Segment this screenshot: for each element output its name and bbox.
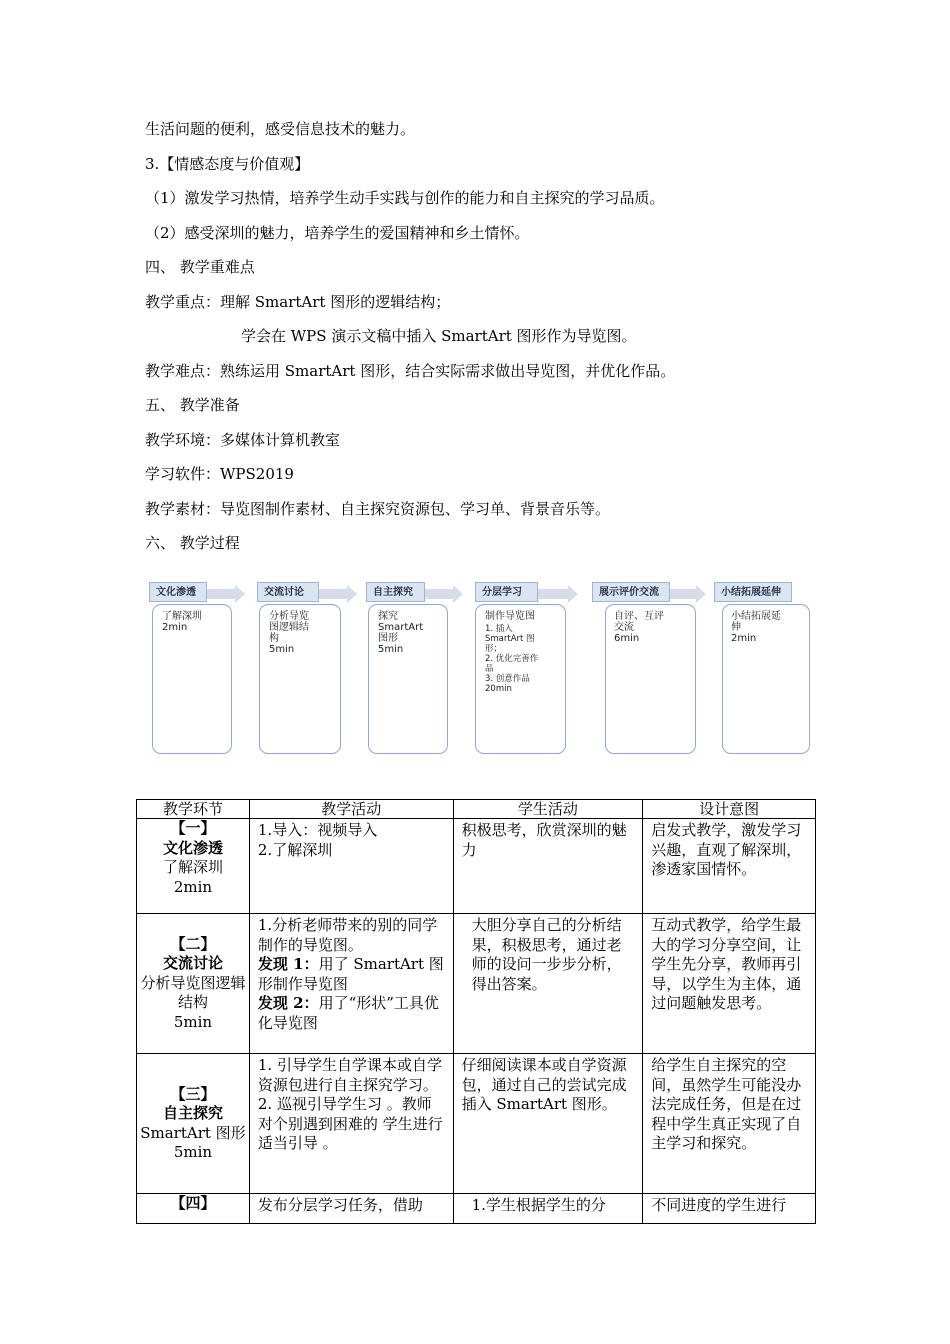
flow-arrow <box>319 589 347 599</box>
header-stage: 教学环节 <box>137 800 250 819</box>
stage-title: 文化渗透 <box>162 838 223 857</box>
design-intent-cell: 给学生自主探究的空间，虽然学生可能没办法完成任务，但是在过程中学生真正实现了自主学习和探究。 <box>643 1054 816 1194</box>
stage-subtitle: 了解深圳 <box>162 858 223 876</box>
stage-cell <box>137 1054 250 1194</box>
student-activity-cell: 1.学生根据学生的分 <box>453 1194 643 1224</box>
flow-step-header: 展示评价交流 <box>592 582 670 602</box>
flow-step-body: 分析导览 图逻辑结 构 5min <box>269 611 309 655</box>
flow-step-body: 小结拓展延 伸 2min <box>731 611 781 644</box>
software-line: 学习软件：WPS2019 <box>145 465 294 483</box>
finding-1 <box>258 955 447 994</box>
teacher-activity-line: 2. 巡视引导学生习 。教师对个别遇到困难的 学生进行适当引导 。 <box>257 1095 443 1152</box>
finding-2 <box>258 994 447 1033</box>
stage-time: 5min <box>173 1012 213 1031</box>
flow-step-body: 了解深圳 2min <box>162 611 202 633</box>
table-row <box>137 1054 816 1194</box>
table-row <box>137 914 816 1054</box>
stage-cell <box>137 914 250 1054</box>
stage-number: 【四】 <box>170 1194 216 1212</box>
stage-cell <box>137 819 250 914</box>
design-intent-cell: 互动式教学，给学生最大的学习分享空间，让学生先分享，教师再引导，以学生为主体，通过问题触发思考。 <box>643 914 816 1054</box>
process-flow-diagram <box>145 578 825 758</box>
flow-step-header: 文化渗透 <box>149 582 207 602</box>
finding-text: 用了 SmartArt 图形制作导览图 <box>257 955 444 993</box>
stage-number: 【三】 <box>170 1084 216 1103</box>
heading-key-points: 四、 教学重难点 <box>145 258 255 276</box>
key-point-continued: 学会在 WPS 演示文稿中插入 SmartArt 图形作为导览图。 <box>241 327 637 345</box>
header-teacher-activity: 教学活动 <box>249 800 453 819</box>
stage-cell <box>137 1194 250 1224</box>
table-header-row <box>137 800 816 819</box>
finding-label: 发现 2： <box>257 994 319 1012</box>
design-intent-cell: 启发式教学，激发学习兴趣，直观了解深圳，渗透家国情怀。 <box>643 819 816 914</box>
table-row <box>137 1194 816 1224</box>
key-point: 教学重点：理解 SmartArt 图形的逻辑结构； <box>145 293 451 311</box>
teacher-activity-line: 1.分析老师带来的别的同学制作的导览图。 <box>257 916 438 954</box>
goal-item-1: （1）激发学习热情，培养学生动手实践与创作的能力和自主探究的学习品质。 <box>145 189 665 207</box>
teacher-activity-line: 2.了解深圳 <box>257 840 333 859</box>
flow-step-subitems: 1. 插入 SmartArt 图 形； 2. 优化完善作 品 3. 创意作品 20min <box>485 624 539 694</box>
stage-title: 交流讨论 <box>162 954 223 973</box>
header-student-activity: 学生活动 <box>453 800 643 819</box>
finding-label: 发现 1： <box>257 955 319 973</box>
difficult-point: 教学难点：熟练运用 SmartArt 图形，结合实际需求做出导览图，并优化作品。 <box>145 362 676 380</box>
teacher-activity-line: 1.导入：视频导入 <box>257 821 378 839</box>
flow-arrow-head <box>568 585 578 603</box>
design-intent-cell: 不同进度的学生进行 <box>643 1194 816 1224</box>
finding-text: 用了“形状”工具优化导览图 <box>257 994 439 1032</box>
lesson-process-table <box>136 799 816 1224</box>
flow-step-header: 自主探究 <box>366 582 425 602</box>
materials-line: 教学素材：导览图制作素材、自主探究资源包、学习单、背景音乐等。 <box>145 500 611 518</box>
flow-arrow-head <box>235 585 245 603</box>
flow-arrow-head <box>453 585 463 603</box>
goal-item-2: （2）感受深圳的魅力，培养学生的爱国精神和乡土情怀。 <box>145 224 530 242</box>
flow-step-body: 探究 SmartArt 图形 5min <box>378 611 424 655</box>
flow-arrow <box>207 589 235 599</box>
flow-step-header: 交流讨论 <box>257 582 319 602</box>
stage-number: 【一】 <box>170 819 216 837</box>
teacher-activity-cell <box>249 1054 453 1194</box>
stage-subtitle: 分析导览图逻辑结构 <box>140 973 246 1012</box>
stage-subtitle: SmartArt 图形 <box>140 1123 246 1142</box>
stage-title: 自主探究 <box>162 1104 223 1122</box>
header-design-intent: 设计意图 <box>643 800 816 819</box>
environment-line: 教学环境：多媒体计算机教室 <box>145 431 341 449</box>
heading-preparation: 五、 教学准备 <box>145 396 240 414</box>
flow-arrow <box>670 589 696 599</box>
table-row <box>137 819 816 914</box>
teacher-activity-line: 1. 引导学生自学课本或自学资源包进行自主探究学习。 <box>257 1056 442 1094</box>
student-activity-cell: 仔细阅读课本或自学资源包，通过自己的尝试完成插入 SmartArt 图形。 <box>453 1054 643 1194</box>
flow-step-body: 自评、互评 交流 6min <box>614 611 664 644</box>
paragraph-continuation: 生活问题的便利，感受信息技术的魅力。 <box>145 120 416 138</box>
flow-step-header: 分层学习 <box>475 582 538 602</box>
heading-process: 六、 教学过程 <box>145 534 240 552</box>
student-activity-cell: 积极思考，欣赏深圳的魅力 <box>453 819 643 914</box>
teacher-activity-cell <box>249 819 453 914</box>
flow-arrow-head <box>347 585 357 603</box>
stage-number: 【二】 <box>170 934 216 953</box>
flow-arrow <box>538 589 568 599</box>
stage-time: 2min <box>173 877 213 896</box>
section-affective-goals: 3.【情感态度与价值观】 <box>145 155 310 173</box>
stage-time: 5min <box>173 1143 213 1161</box>
teacher-activity-cell <box>249 914 453 1054</box>
flow-step-header: 小结拓展延伸 <box>714 582 792 602</box>
flow-step-body: 制作导览图 <box>485 611 535 622</box>
flow-arrow-head <box>696 585 706 603</box>
flow-arrow <box>425 589 453 599</box>
teacher-activity-cell: 发布分层学习任务，借助 <box>249 1194 453 1224</box>
student-activity-cell: 大胆分享自己的分析结果，积极思考，通过老师的设问一步步分析，得出答案。 <box>453 914 643 1054</box>
